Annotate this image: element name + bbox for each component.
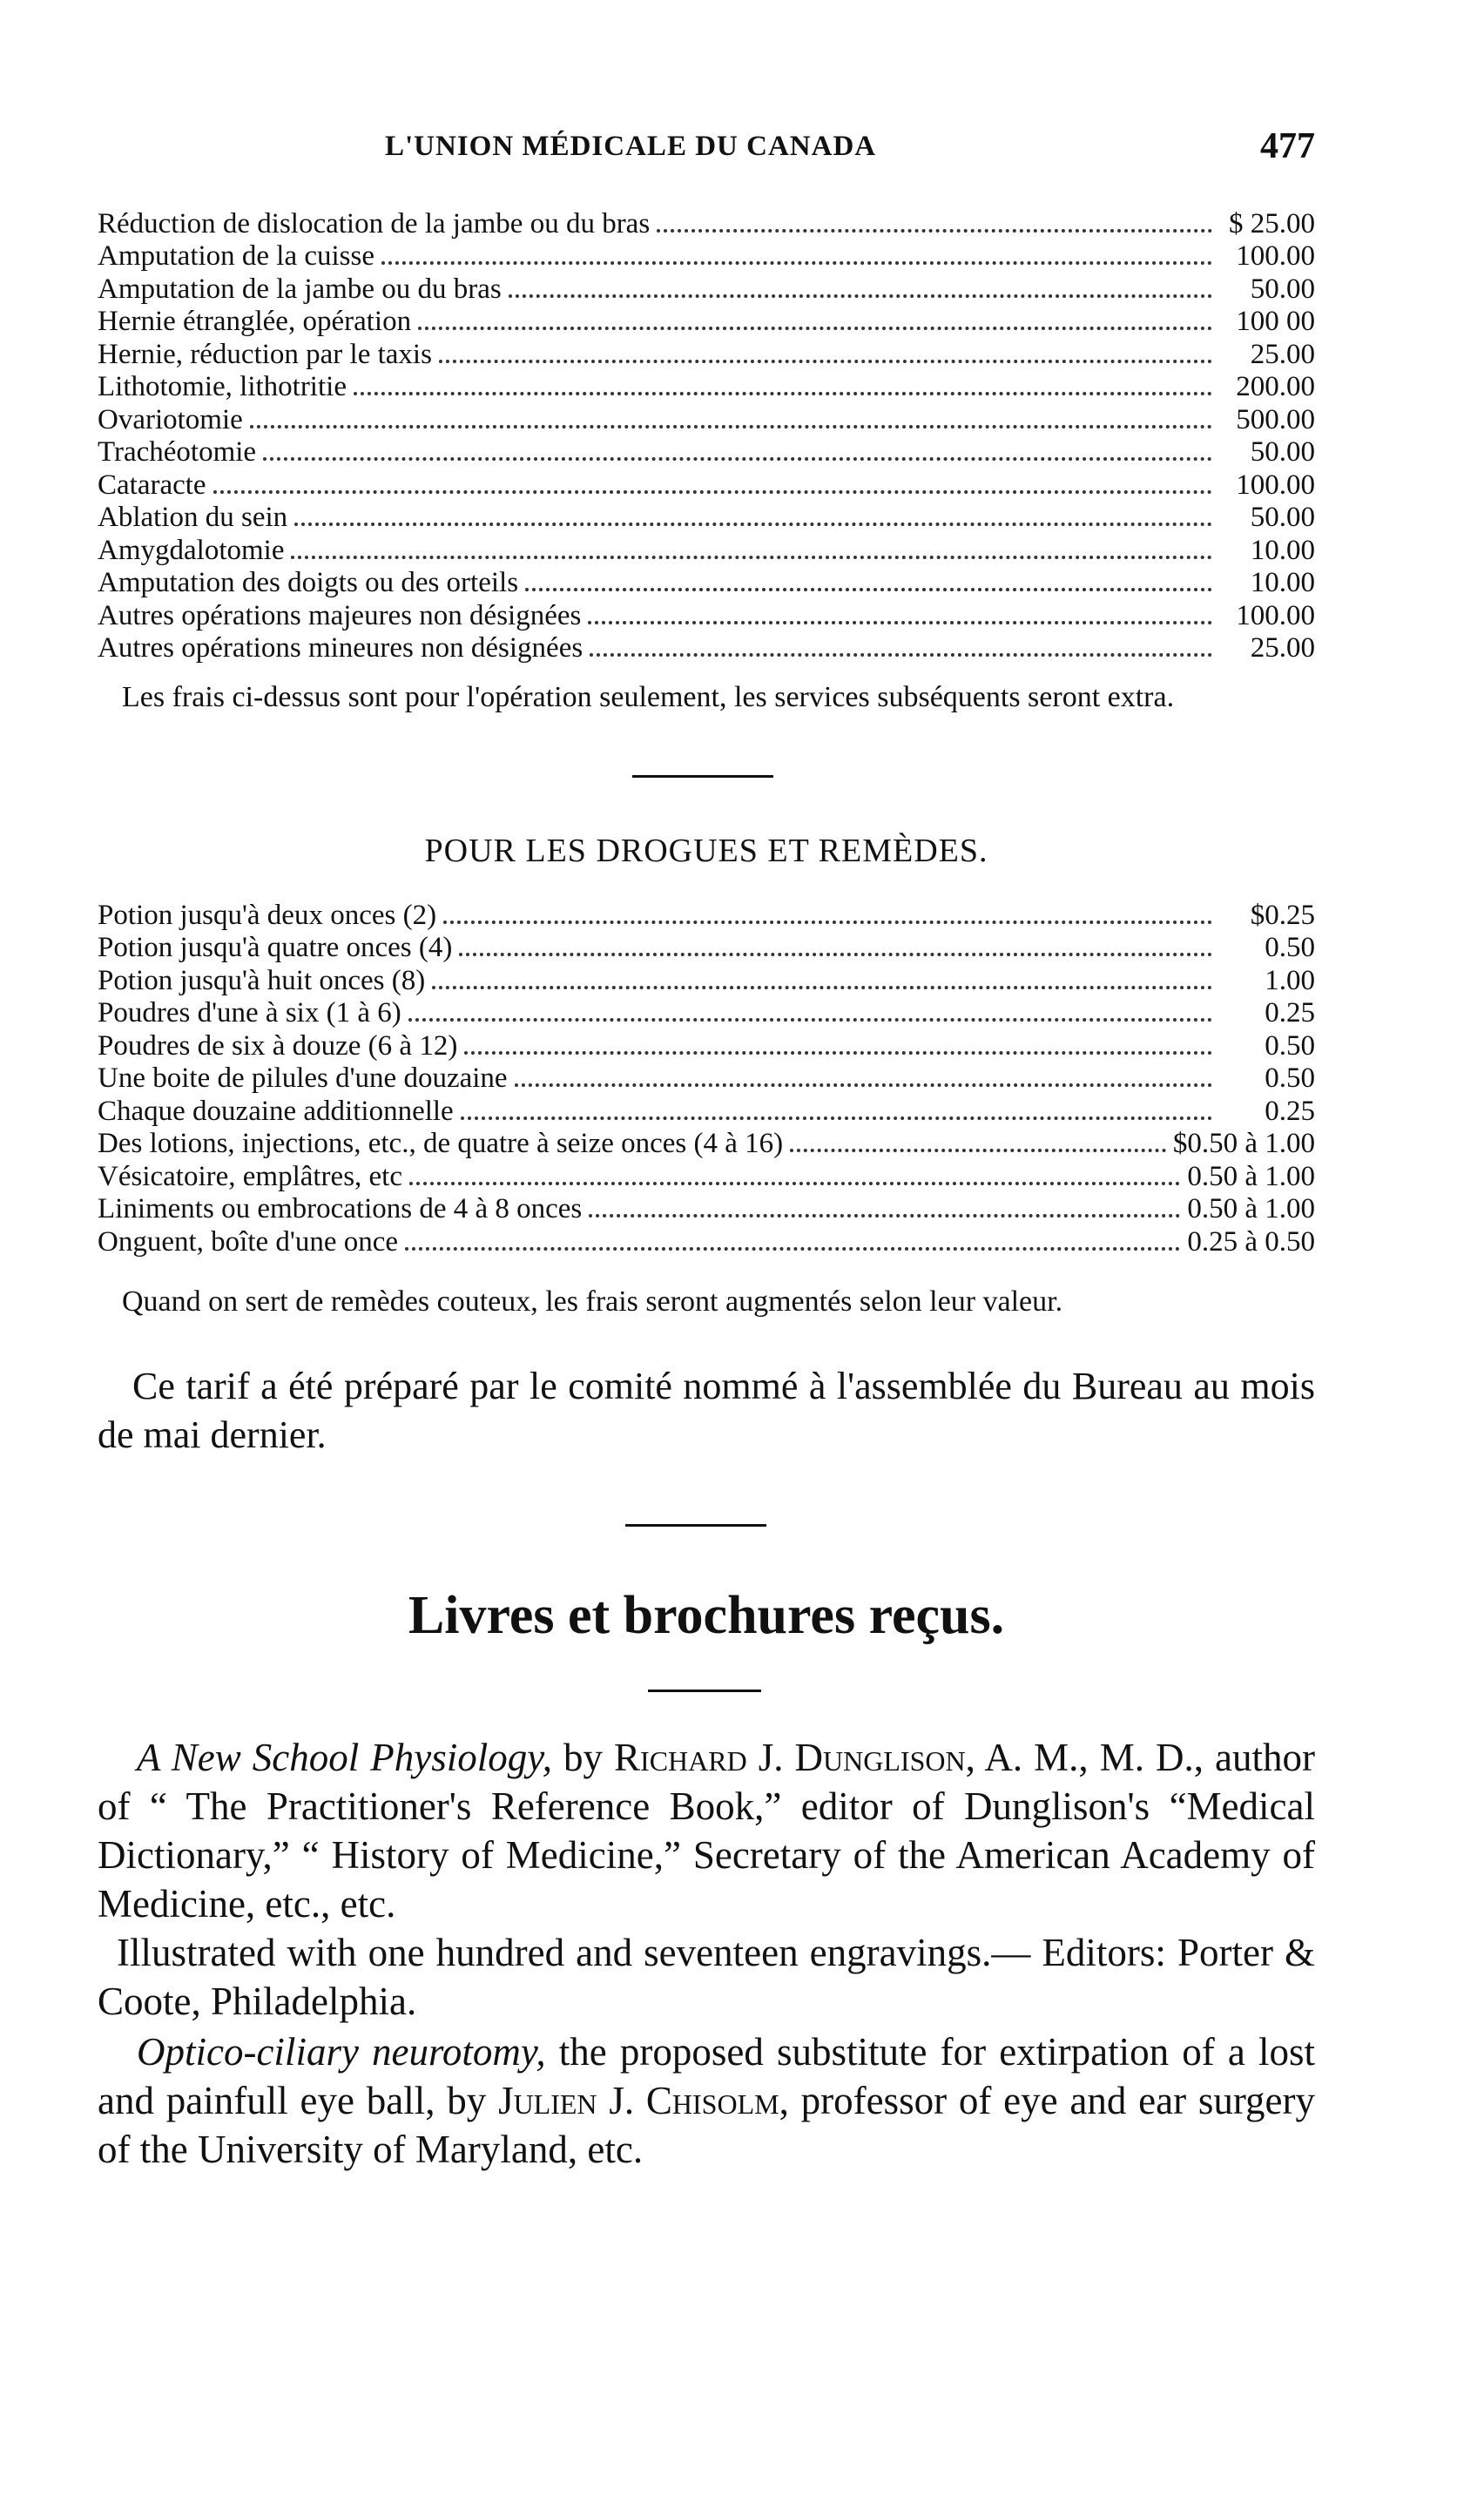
fee-label: Hernie étranglée, opération: [98, 306, 412, 337]
book-author: Richard J. Dunglison,: [614, 1736, 975, 1779]
fee-price: 0.25: [1265, 1095, 1315, 1127]
fee-price: 25.00: [1250, 338, 1315, 370]
dot-leader: [409, 1182, 1180, 1185]
fee-price: 0.50: [1265, 1029, 1315, 1062]
fee-label: Poudres d'une à six (1 à 6): [98, 997, 401, 1029]
dot-leader: [408, 1018, 1212, 1022]
fee-label: Poudres de six à douze (6 à 12): [98, 1029, 458, 1062]
dot-leader: [525, 588, 1212, 591]
fee-price: $0.25: [1250, 899, 1315, 931]
fee-price: 100.00: [1236, 240, 1315, 272]
fee-label: Ovariotomie: [98, 403, 243, 435]
drugs-section-title: POUR LES DROGUES ET REMÈDES.: [424, 833, 988, 869]
separator-rule: [625, 1524, 766, 1527]
dot-leader: [263, 457, 1212, 461]
drugs-note: Quand on sert de remèdes couteux, les frais seront augmentés selon leur valeur.: [122, 1285, 1063, 1318]
dot-leader: [432, 986, 1212, 989]
fee-row: [98, 1095, 1315, 1128]
fee-label: Amputation de la cuisse: [98, 240, 375, 272]
dot-leader: [461, 1116, 1212, 1120]
fee-price: 1.00: [1265, 964, 1315, 996]
book-illustration-note: Illustrated with one hundred and seventeen engravings.— Editors: Porter & Coote, Philadelphia.: [98, 1931, 1315, 2023]
dot-leader: [509, 294, 1212, 298]
fee-price: $ 25.00: [1229, 207, 1315, 239]
fee-price: 10.00: [1250, 534, 1315, 566]
fee-label: Potion jusqu'à quatre onces (4): [98, 932, 453, 963]
fee-row: [98, 371, 1315, 404]
fee-label: Potion jusqu'à deux onces (2): [98, 899, 437, 931]
fee-row: [98, 997, 1315, 1030]
fee-row: [98, 932, 1315, 965]
fee-price: 100.00: [1236, 469, 1315, 501]
fee-label: Lithotomie, lithotritie: [98, 371, 347, 402]
fee-price: 0.25: [1265, 997, 1315, 1029]
fee-price: 50.00: [1250, 436, 1315, 468]
fee-label: Une boite de pilules d'une douzaine: [98, 1062, 508, 1094]
dot-leader: [459, 953, 1212, 956]
fee-row: [98, 306, 1315, 339]
fee-label: Liniments ou embrocations de 4 à 8 onces: [98, 1193, 583, 1224]
fee-row: [98, 534, 1315, 567]
fee-row: [98, 469, 1315, 502]
fee-row: [98, 1160, 1315, 1193]
fee-label: Trachéotomie: [98, 436, 257, 468]
fee-label: Cataracte: [98, 469, 206, 501]
dot-leader: [405, 1247, 1180, 1251]
fee-label: Onguent, boîte d'une once: [98, 1225, 399, 1258]
fee-label: Autres opérations majeures non désignées: [98, 599, 582, 631]
fee-price: 0.50: [1265, 1062, 1315, 1094]
dot-leader: [590, 653, 1212, 657]
fee-row: [98, 1062, 1315, 1096]
fee-row: [98, 1128, 1315, 1161]
fee-row: [98, 1193, 1315, 1226]
tariff-note: Ce tarif a été préparé par le comité nommé à l'assemblée du Bureau au mois de mai dernier.: [98, 1365, 1315, 1456]
fee-row: [98, 502, 1315, 535]
fee-label: Autres opérations mineures non désignées: [98, 632, 583, 664]
dot-leader: [464, 1051, 1212, 1055]
fee-price: 500.00: [1236, 403, 1315, 435]
book-description: the proposed substitute for extirpation of a lost and painfull eye ball, by: [98, 2030, 1316, 2122]
dot-leader: [588, 621, 1212, 624]
fee-row: [98, 403, 1315, 436]
fee-price: 0.50 à 1.00: [1187, 1160, 1315, 1192]
fee-price: 200.00: [1236, 371, 1315, 402]
fee-label: Amputation de la jambe ou du bras: [98, 273, 502, 305]
fee-row: [98, 338, 1315, 371]
fee-label: Amygdalotomie: [98, 534, 285, 566]
fee-price: 10.00: [1250, 567, 1315, 598]
fee-row: [98, 273, 1315, 306]
fee-price: 100 00: [1236, 306, 1315, 337]
dot-leader: [291, 556, 1212, 559]
fee-row: [98, 632, 1315, 665]
fee-row: [98, 436, 1315, 469]
fee-row: [98, 599, 1315, 632]
operations-note: Les frais ci-dessus sont pour l'opération seulement, les services subséquents seront extra.: [122, 681, 1175, 713]
fee-label: Hernie, réduction par le taxis: [98, 338, 432, 370]
dot-leader: [354, 392, 1212, 395]
fee-row: [98, 207, 1315, 240]
dot-leader: [657, 229, 1212, 233]
book-author: Julien J. Chisolm,: [498, 2079, 789, 2122]
book-title: Optico-ciliary neurotomy,: [137, 2030, 546, 2074]
fee-row: [98, 964, 1315, 997]
book-entry-physiology: A New School Physiology, by Richard J. Dunglison, A. M., M. D., author of “ The Practitioner's Reference Book,” editor of Dunglison's “Medical Dictionary,” “ History of Medicine,” Secretary of the American Academy of Medicine, etc., etc. Illustrated with one hundred and seventeen engravings.— Editors: Porter & Coote, Philadelphia.: [98, 1736, 1315, 2023]
fee-price: 50.00: [1250, 502, 1315, 533]
dot-leader: [790, 1149, 1166, 1152]
separator-rule: [648, 1690, 761, 1692]
page-header: [98, 126, 1315, 183]
running-title: L'UNION MÉDICALE DU CANADA: [385, 131, 877, 162]
book-description: A. M., M. D., author of “ The Practitioner's Reference Book,” editor of Dunglison's “Medical Dictionary,” “ History of Medicine,” Secretary of the American Academy of Medicine, etc., etc.: [98, 1736, 1315, 1926]
fee-price: 0.25 à 0.50: [1187, 1225, 1315, 1258]
fee-label: Réduction de dislocation de la jambe ou du bras: [98, 207, 651, 239]
fee-row: [98, 899, 1315, 932]
dot-leader: [294, 523, 1212, 526]
operations-fee-list: [98, 207, 1315, 664]
page-number: 477: [1260, 126, 1315, 166]
fee-row: [98, 1029, 1315, 1062]
dot-leader: [439, 360, 1212, 363]
book-title: A New School Physiology,: [137, 1736, 552, 1779]
fee-price: $0.50 à 1.00: [1172, 1128, 1315, 1159]
fee-price: 100.00: [1236, 599, 1315, 631]
fee-label: Des lotions, injections, etc., de quatre à seize onces (4 à 16): [98, 1128, 784, 1159]
drugs-fee-list: [98, 899, 1315, 1258]
dot-leader: [443, 921, 1212, 924]
dot-leader: [250, 425, 1212, 428]
dot-leader: [381, 261, 1212, 265]
fee-row: [98, 240, 1315, 273]
fee-price: 0.50: [1265, 932, 1315, 963]
dot-leader: [589, 1214, 1180, 1218]
dot-leader: [213, 490, 1212, 494]
fee-row: [98, 1225, 1315, 1258]
fee-label: Chaque douzaine additionnelle: [98, 1095, 454, 1127]
fee-price: 25.00: [1250, 632, 1315, 664]
fee-price: 0.50 à 1.00: [1187, 1193, 1315, 1224]
book-entry-neurotomy: [98, 2027, 1315, 2174]
fee-label: Potion jusqu'à huit onces (8): [98, 964, 426, 996]
books-heading: Livres et brochures reçus.: [408, 1586, 1005, 1645]
fee-price: 50.00: [1250, 273, 1315, 305]
fee-row: [98, 567, 1315, 600]
dot-leader: [418, 327, 1212, 330]
fee-label: Amputation des doigts ou des orteils: [98, 567, 519, 598]
dot-leader: [515, 1083, 1212, 1087]
separator-rule: [632, 775, 773, 778]
fee-label: Vésicatoire, emplâtres, etc: [98, 1160, 402, 1192]
book-description-continued: professor of eye and ear surgery of the University of Maryland, etc.: [98, 2079, 1315, 2171]
fee-label: Ablation du sein: [98, 502, 288, 533]
